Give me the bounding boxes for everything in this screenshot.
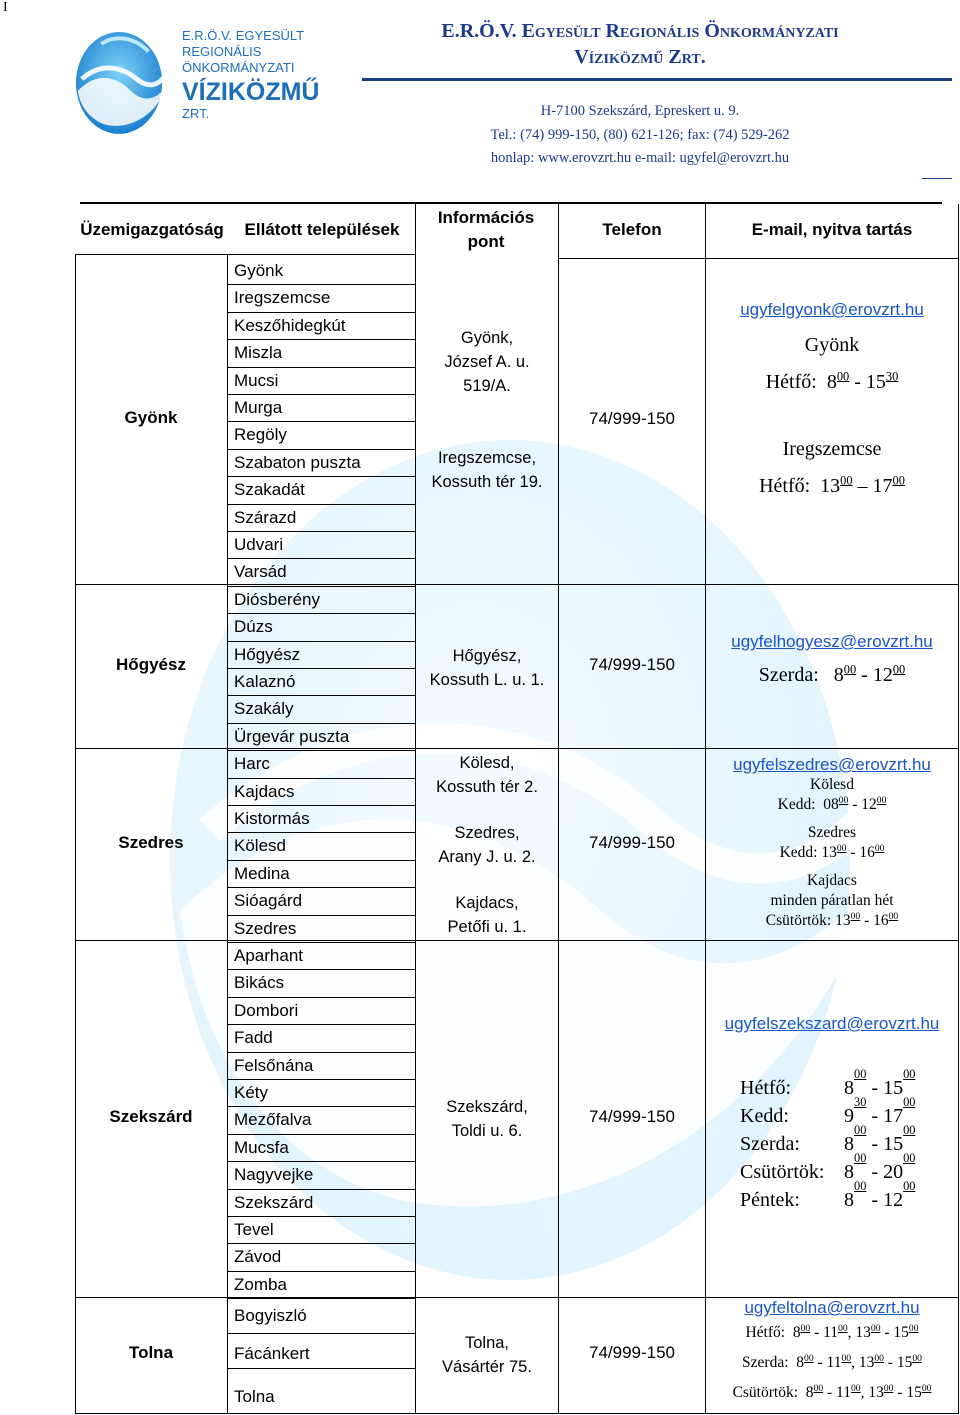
town-item: Regöly: [234, 425, 287, 445]
town-item: Gyönk: [234, 261, 284, 280]
town-item: Bikács: [234, 973, 285, 993]
town-item: Kajdacs: [234, 781, 295, 801]
contact-szekszard: [706, 1014, 958, 1214]
town-item: Zomba: [234, 1274, 287, 1294]
town-item: Kölesd: [234, 836, 286, 856]
info-line: Kossuth tér 19.: [431, 473, 543, 491]
table-border: [558, 258, 959, 259]
company-name: [360, 18, 920, 70]
info-line: Iregszemcse,: [437, 449, 537, 467]
info-line: Szekszárd,: [446, 1098, 528, 1116]
town-item: Závod: [234, 1247, 282, 1267]
info-line: Petőfi u. 1.: [447, 918, 527, 936]
town-item: Medina: [234, 863, 290, 883]
info-line: Toldi u. 6.: [451, 1122, 523, 1140]
town-row-border: [227, 942, 416, 943]
company-logo-emblem: [72, 22, 170, 140]
contact-tolna: [706, 1298, 958, 1408]
town-item: Diósberény: [234, 589, 320, 609]
company-address: H-7100 Szekszárd, Epreskert u. 9.: [540, 103, 740, 119]
town-row-border: [227, 394, 416, 395]
schedule-line: Csütörtök: $13^{00} - 16^{00}$: [765, 910, 899, 929]
info-line: József A. u.: [444, 353, 530, 371]
town-item: Nagyvejke: [234, 1165, 314, 1185]
town-item: Murga: [234, 398, 283, 417]
town-item: Tevel: [234, 1220, 274, 1239]
town-row-border: [227, 1079, 416, 1080]
schedule-line: Kedd: $08^{00} - 12^{00}$: [777, 794, 887, 813]
phone-szekszard: 74/999-150: [588, 1107, 676, 1126]
info-line: Szedres,: [454, 824, 520, 842]
town-row-border: [227, 1243, 416, 1244]
schedule-note: minden páratlan hét: [770, 892, 894, 909]
town-item: Tolna: [234, 1387, 275, 1406]
email-link-gyonk[interactable]: ugyfelgyonk@erovzrt.hu: [740, 300, 924, 319]
town-row-border: [227, 1333, 416, 1334]
town-row-border: [227, 915, 416, 916]
company-name-line1: E.R.Ö.V. Egyesült Regionális Önkormányzati: [441, 20, 839, 42]
info-line: Tolna,: [464, 1334, 510, 1352]
town-row-border: [227, 558, 416, 559]
town-row-border: [227, 1368, 416, 1369]
town-item: Szabaton puszta: [234, 452, 361, 472]
town-item: Szárazd: [234, 507, 297, 527]
table-border: [227, 254, 228, 1414]
town-row-border: [227, 1134, 416, 1135]
town-item: Kistormás: [234, 809, 310, 828]
town-row-border: [227, 613, 416, 614]
table-border: [75, 254, 416, 255]
town-item: Ürgevár puszta: [234, 726, 350, 746]
logo-line: REGIONÁLIS: [182, 43, 262, 59]
town-item: Varsád: [234, 562, 287, 582]
region-gyonk: Gyönk: [124, 408, 178, 427]
town-item: Szakadát: [234, 480, 305, 500]
company-name-line2: Víziközmű Zrt.: [574, 46, 706, 68]
table-top-rule: [80, 202, 942, 204]
info-tolna: [416, 1331, 558, 1379]
header-telepulesek: Ellátott települések: [244, 220, 400, 239]
schedule-line: Csütörtök: $8^{00} - 11^{00}$, $13^{00} - 15^{00}$: [732, 1382, 932, 1401]
town-row-border: [227, 586, 416, 587]
town-item: Felsőnána: [234, 1055, 314, 1075]
town-row-border: [227, 421, 416, 422]
contact-gyonk: [706, 300, 958, 498]
town-row-border: [227, 1106, 416, 1107]
company-web: honlap: www.erovzrt.hu e-mail: ugyfel@erovzrt.hu: [490, 150, 790, 166]
town-row-border: [227, 476, 416, 477]
table-border: [75, 584, 959, 585]
email-link-tolna[interactable]: ugyfeltolna@erovzrt.hu: [744, 1298, 920, 1317]
email-link-szedres[interactable]: ugyfelszedres@erovzrt.hu: [733, 755, 931, 774]
header-uzemigazgatosag: Üzemigazgatóság: [80, 220, 224, 239]
town-row-border: [227, 449, 416, 450]
town-item: Mucsi: [234, 370, 279, 390]
schedule-line: Hétfő: $13^{00} - 17^{00}$: [759, 473, 905, 497]
town-item: Keszőhidegkút: [234, 315, 346, 335]
logo-line: ÖNKORMÁNYZATI: [182, 59, 295, 75]
email-link-hogyesz[interactable]: ugyfelhogyesz@erovzrt.hu: [731, 632, 933, 651]
region-tolna: Tolna: [128, 1343, 174, 1362]
town-row-border: [227, 1161, 416, 1162]
town-row-border: [227, 668, 416, 669]
town-item: Miszla: [234, 343, 283, 363]
town-row-border: [227, 832, 416, 833]
info-line: Kölesd,: [459, 754, 515, 772]
schedule-line: Kedd: $13^{00} - 16^{00}$: [779, 842, 885, 861]
town-row-border: [227, 284, 416, 285]
town-row-border: [227, 504, 416, 505]
header-informacios-pont: Információs pont: [437, 208, 535, 251]
town-row-border: [227, 860, 416, 861]
contact-szedres: [706, 755, 958, 931]
town-item: Iregszemcse: [234, 288, 331, 308]
town-row-border: [227, 1189, 416, 1190]
schedule-line: Szerda: $8^{00} - 12^{00}$: [758, 662, 906, 686]
town-item: Sióagárd: [234, 891, 303, 911]
schedule-place: Szedres: [807, 824, 857, 841]
schedule-line: Szerda: 8 00 - 15 00: [740, 1123, 916, 1155]
email-link-szekszard[interactable]: ugyfelszekszard@erovzrt.hu: [724, 1014, 940, 1033]
region-hogyesz: Hőgyész: [116, 655, 186, 674]
header-telefon: Telefon: [602, 220, 662, 239]
schedule-place: Kajdacs: [807, 872, 857, 889]
contact-hogyesz: [706, 632, 958, 687]
town-row-border: [227, 1052, 416, 1053]
region-szekszard: Szekszárd: [109, 1107, 193, 1126]
schedule-line: Hétfő: $8^{00} - 15^{30}$: [765, 369, 899, 393]
info-line: Kajdacs,: [455, 894, 519, 912]
info-hogyesz: [416, 644, 558, 692]
schedule-place: Kölesd: [810, 776, 854, 793]
info-line: Gyönk,: [460, 329, 514, 347]
town-row-border: [227, 723, 416, 724]
info-szekszard: [416, 1095, 558, 1143]
info-gyonk: [416, 326, 558, 494]
info-line: Arany J. u. 2.: [438, 848, 536, 866]
town-row-border: [227, 695, 416, 696]
town-item: Aparhant: [234, 946, 303, 965]
table-border: [75, 940, 959, 941]
schedule-line: Csütörtök: 8 00 - 20 00: [740, 1151, 916, 1183]
table-border: [75, 1413, 959, 1414]
schedule-line: Péntek: 8 00 - 12 00: [740, 1179, 916, 1211]
town-row-border: [227, 1024, 416, 1025]
town-row-border: [227, 887, 416, 888]
town-item: Kéty: [234, 1083, 269, 1102]
town-item: Fácánkert: [234, 1344, 310, 1363]
company-tel: Tel.: (74) 999-150, (80) 621-126; fax: (74) 529-262: [490, 126, 790, 143]
town-item: Fadd: [234, 1028, 273, 1048]
town-row-border: [227, 997, 416, 998]
schedule-line: Hétfő: 8 00 - 15 00: [740, 1067, 916, 1099]
town-item: Szedres: [234, 918, 297, 938]
info-line: Kossuth L. u. 1.: [429, 671, 545, 689]
header-divider: [362, 78, 952, 81]
town-item: Dúzs: [234, 617, 273, 637]
table-border: [958, 204, 959, 1414]
town-item: Szakály: [234, 699, 294, 719]
page-corner-mark: I: [3, 0, 8, 15]
town-row-border: [227, 531, 416, 532]
schedule-line: Kedd: 9 30 - 17 00: [740, 1095, 916, 1127]
logo-line-main: VÍZIKÖZMŰ: [182, 77, 320, 106]
phone-gyonk: 74/999-150: [588, 409, 676, 428]
town-row-border: [227, 805, 416, 806]
company-contact: [360, 100, 920, 171]
header-email: E-mail, nyitva tartás: [751, 220, 913, 239]
info-line: Hőgyész,: [452, 647, 522, 665]
company-logo-text: [182, 28, 320, 122]
info-szedres: [416, 751, 558, 939]
town-item: Szekszárd: [234, 1192, 314, 1212]
phone-szedres: 74/999-150: [588, 833, 676, 852]
town-item: Dombori: [234, 1000, 299, 1020]
town-row-border: [227, 969, 416, 970]
town-item: Udvari: [234, 535, 284, 554]
header-small-rule: [922, 178, 952, 179]
town-item: Harc: [234, 754, 270, 774]
town-item: Hőgyész: [234, 644, 301, 664]
phone-hogyesz: 74/999-150: [588, 655, 676, 674]
table-border: [558, 204, 559, 1414]
info-line: Kossuth tér 2.: [436, 778, 538, 796]
town-row-border: [227, 339, 416, 340]
town-row-border: [227, 1216, 416, 1217]
town-row-border: [227, 750, 416, 751]
info-line: 519/A.: [463, 377, 511, 395]
town-item: Bogyiszló: [234, 1306, 307, 1325]
schedule-place: Gyönk: [804, 334, 860, 356]
town-item: Kalaznó: [234, 672, 296, 691]
schedule-place: Iregszemcse: [782, 438, 882, 460]
schedule-line: Hétfő: $8^{00} - 11^{00}$, $13^{00} - 15^{00}$: [745, 1322, 919, 1341]
town-row-border: [227, 641, 416, 642]
town-item: Mucsfa: [234, 1137, 289, 1157]
logo-line: ZRT.: [182, 106, 210, 122]
town-row-border: [227, 367, 416, 368]
town-item: Mezőfalva: [234, 1110, 312, 1130]
phone-tolna: 74/999-150: [588, 1343, 676, 1362]
town-row-border: [227, 1298, 416, 1299]
schedule-line: Szerda: $8^{00} - 11^{00}$, $13^{00} - 15^{00}$: [742, 1352, 922, 1371]
town-row-border: [227, 312, 416, 313]
town-row-border: [227, 1271, 416, 1272]
table-border: [75, 748, 959, 749]
logo-line: E.R.Ö.V. EGYESÜLT: [182, 28, 305, 43]
region-szedres: Szedres: [118, 833, 184, 852]
town-row-border: [227, 778, 416, 779]
info-line: Vásártér 75.: [442, 1358, 532, 1376]
